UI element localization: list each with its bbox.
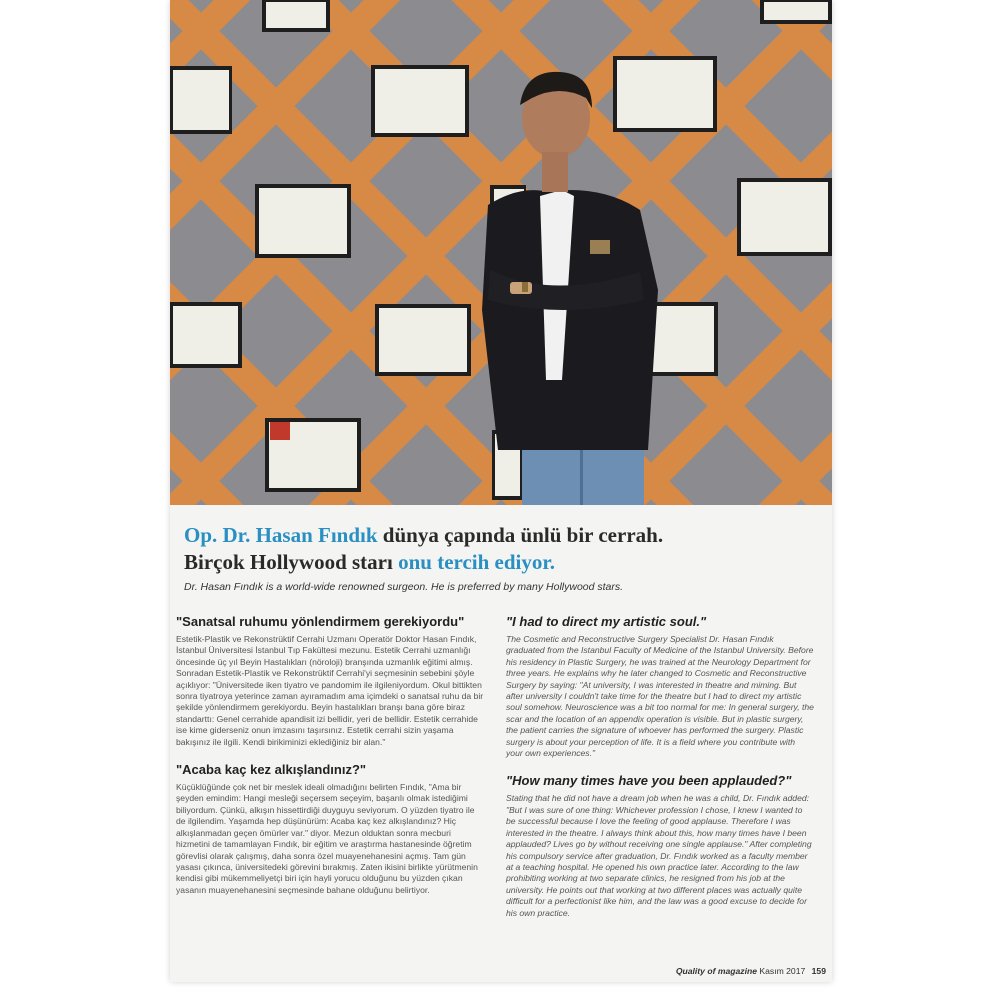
magazine-name: Quality of magazine	[675, 966, 757, 976]
section-body-turkish-1: Estetik-Plastik ve Rekonstrüktif Cerrahi Uzmanı Operatör Doktor Hasan Fındık, İstanbul Üniversitesi İstanbul Tıp Fakültesi mezunu. Estetik Cerrahi uzmanlığı öncesinde üç yıl Beyin Hastalıkları (nöroloji) branşında uzmanlık eğitimi almış. Sonradan Estetik-Plastik ve Rekonstrüktif Cerrahi'yi seçmesinin sebebini şöyle açıklıyor: "Üniversitede iken tiyatro ve pandomim ile ilgileniyordum. Okul bittikten sonra tiyatroya yeterince zaman ayıramadım ama içimdeki o sanatsal ruhu da bir şekilde yönlendirmem gerekiyordu. Beyin hastalıkları branşı bana göre biraz standarttı: Genel cerrahide apandisit izi bellidir, yeri de bellidir. Estetik cerrahide ise kime giderseniz onun imzasını taşırsınız. Estetik cerrahi sizin yaşama bakışınız ile ilgili. Kendi birikiminizi eklediğiniz bir alan."	[176, 634, 484, 747]
turkish-column	[176, 614, 484, 896]
section-heading-english-2: "How many times have you been applauded?"	[506, 773, 792, 789]
page-number: 159	[811, 966, 826, 976]
english-column	[506, 614, 814, 919]
page-footer	[676, 966, 826, 976]
section-heading-english-1: "I had to direct my artistic soul."	[506, 614, 707, 629]
section-body-english-1: The Cosmetic and Reconstructive Surgery Specialist Dr. Hasan Fındık graduated from the Istanbul Faculty of Medicine of the Istanbul University. Before his residency in Plastic Surgery, he was trained at the Neurology Department for three years. He explains why he later changed to Cosmetic and Reconstructive Surgery by saying: "At university, I was interested in theatre and miming. But after university I couldn't take time for the theatre but I had to direct my artistic soul somehow. Neuroscience was a bit too normal for me: In general surgery, the scar and the location of an appendix operation is visible. But in plastic surgery, the patient carries the signature of whoever has performed the surgery. Plastic surgery is about your perception of life. It is a field where you contribute with your own experiences."	[506, 634, 814, 759]
headline-highlight: onu tercih ediyor.	[398, 550, 556, 574]
issue-date: Kasım 2017	[759, 966, 806, 976]
section-body-english-2: Stating that he did not have a dream job when he was a child, Dr. Fındık added: "But I was sure of one thing: Whichever profession I chose, I knew I wanted to be successful because I love the feeling of good applause. Therefore I was interested in the theatre. I always think about this, how many times have I been applauded? Lives go by without receiving one single applause." After completing his compulsory service after graduation, Dr. Fındık worked as a faculty member at a teaching hospital. He opened his own practice later. According to the law prohibiting working at two separate clinics, he resigned from his job at the university. He points out that working at two different places was actually quite difficult for a perfectionist like him, and the law was a good excuse to decide for his own practice.	[506, 793, 812, 918]
section-body-turkish-2: Küçüklüğünde çok net bir meslek ideali olmadığını belirten Fındık, "Ama bir şeyden emindim: Hangi mesleği seçersem seçeyim, başarılı olmak istediğimi biliyordum. Çünkü, alkışın hissettirdiği duyguyu seviyorum. O yüzden tiyatro ile de ilgilendim. Yaşamda hep düşünürüm: Acaba kaç kez alkışlandınız? Hiç alkışlanmadan geçen ömürler var." diyor. Mezun olduktan sonra mecburi hizmetini de tamamlayan Fındık, bir eğitim ve araştırma hastanesinde öğretim görevlisi olarak çalışmış, daha sonra özel muayenehanesini açmış. Tam gün yasası çıkınca, üniversitedeki görevini bırakmış. Zaten ikisini birlikte yürütmenin kendisi gibi mükemmeliyetçi biri için hayli yorucu olduğunu bu yüzden çıkan yasanın muayenehanesini seçmesinde bahane olduğunu belirtiyor.	[176, 782, 478, 895]
english-subtitle: Dr. Hasan Fındık is a world-wide renowned surgeon. He is preferred by many Hollywood stars.	[184, 581, 624, 593]
headline-line-2	[184, 549, 824, 576]
section-heading-turkish-2: "Acaba kaç kez alkışlandınız?"	[176, 762, 367, 778]
magazine-page	[170, 0, 832, 982]
headline-line-2-text: Birçok Hollywood starı	[184, 550, 399, 574]
cover-photo	[170, 0, 832, 505]
headline-line-1	[184, 522, 824, 549]
headline-doctor-name: Op. Dr. Hasan Fındık	[184, 523, 378, 547]
section-heading-turkish-1: "Sanatsal ruhumu yönlendirmem gerekiyordu"	[176, 614, 465, 629]
headline-line-1-text: dünya çapında ünlü bir cerrah.	[377, 523, 664, 547]
headline	[184, 522, 824, 576]
